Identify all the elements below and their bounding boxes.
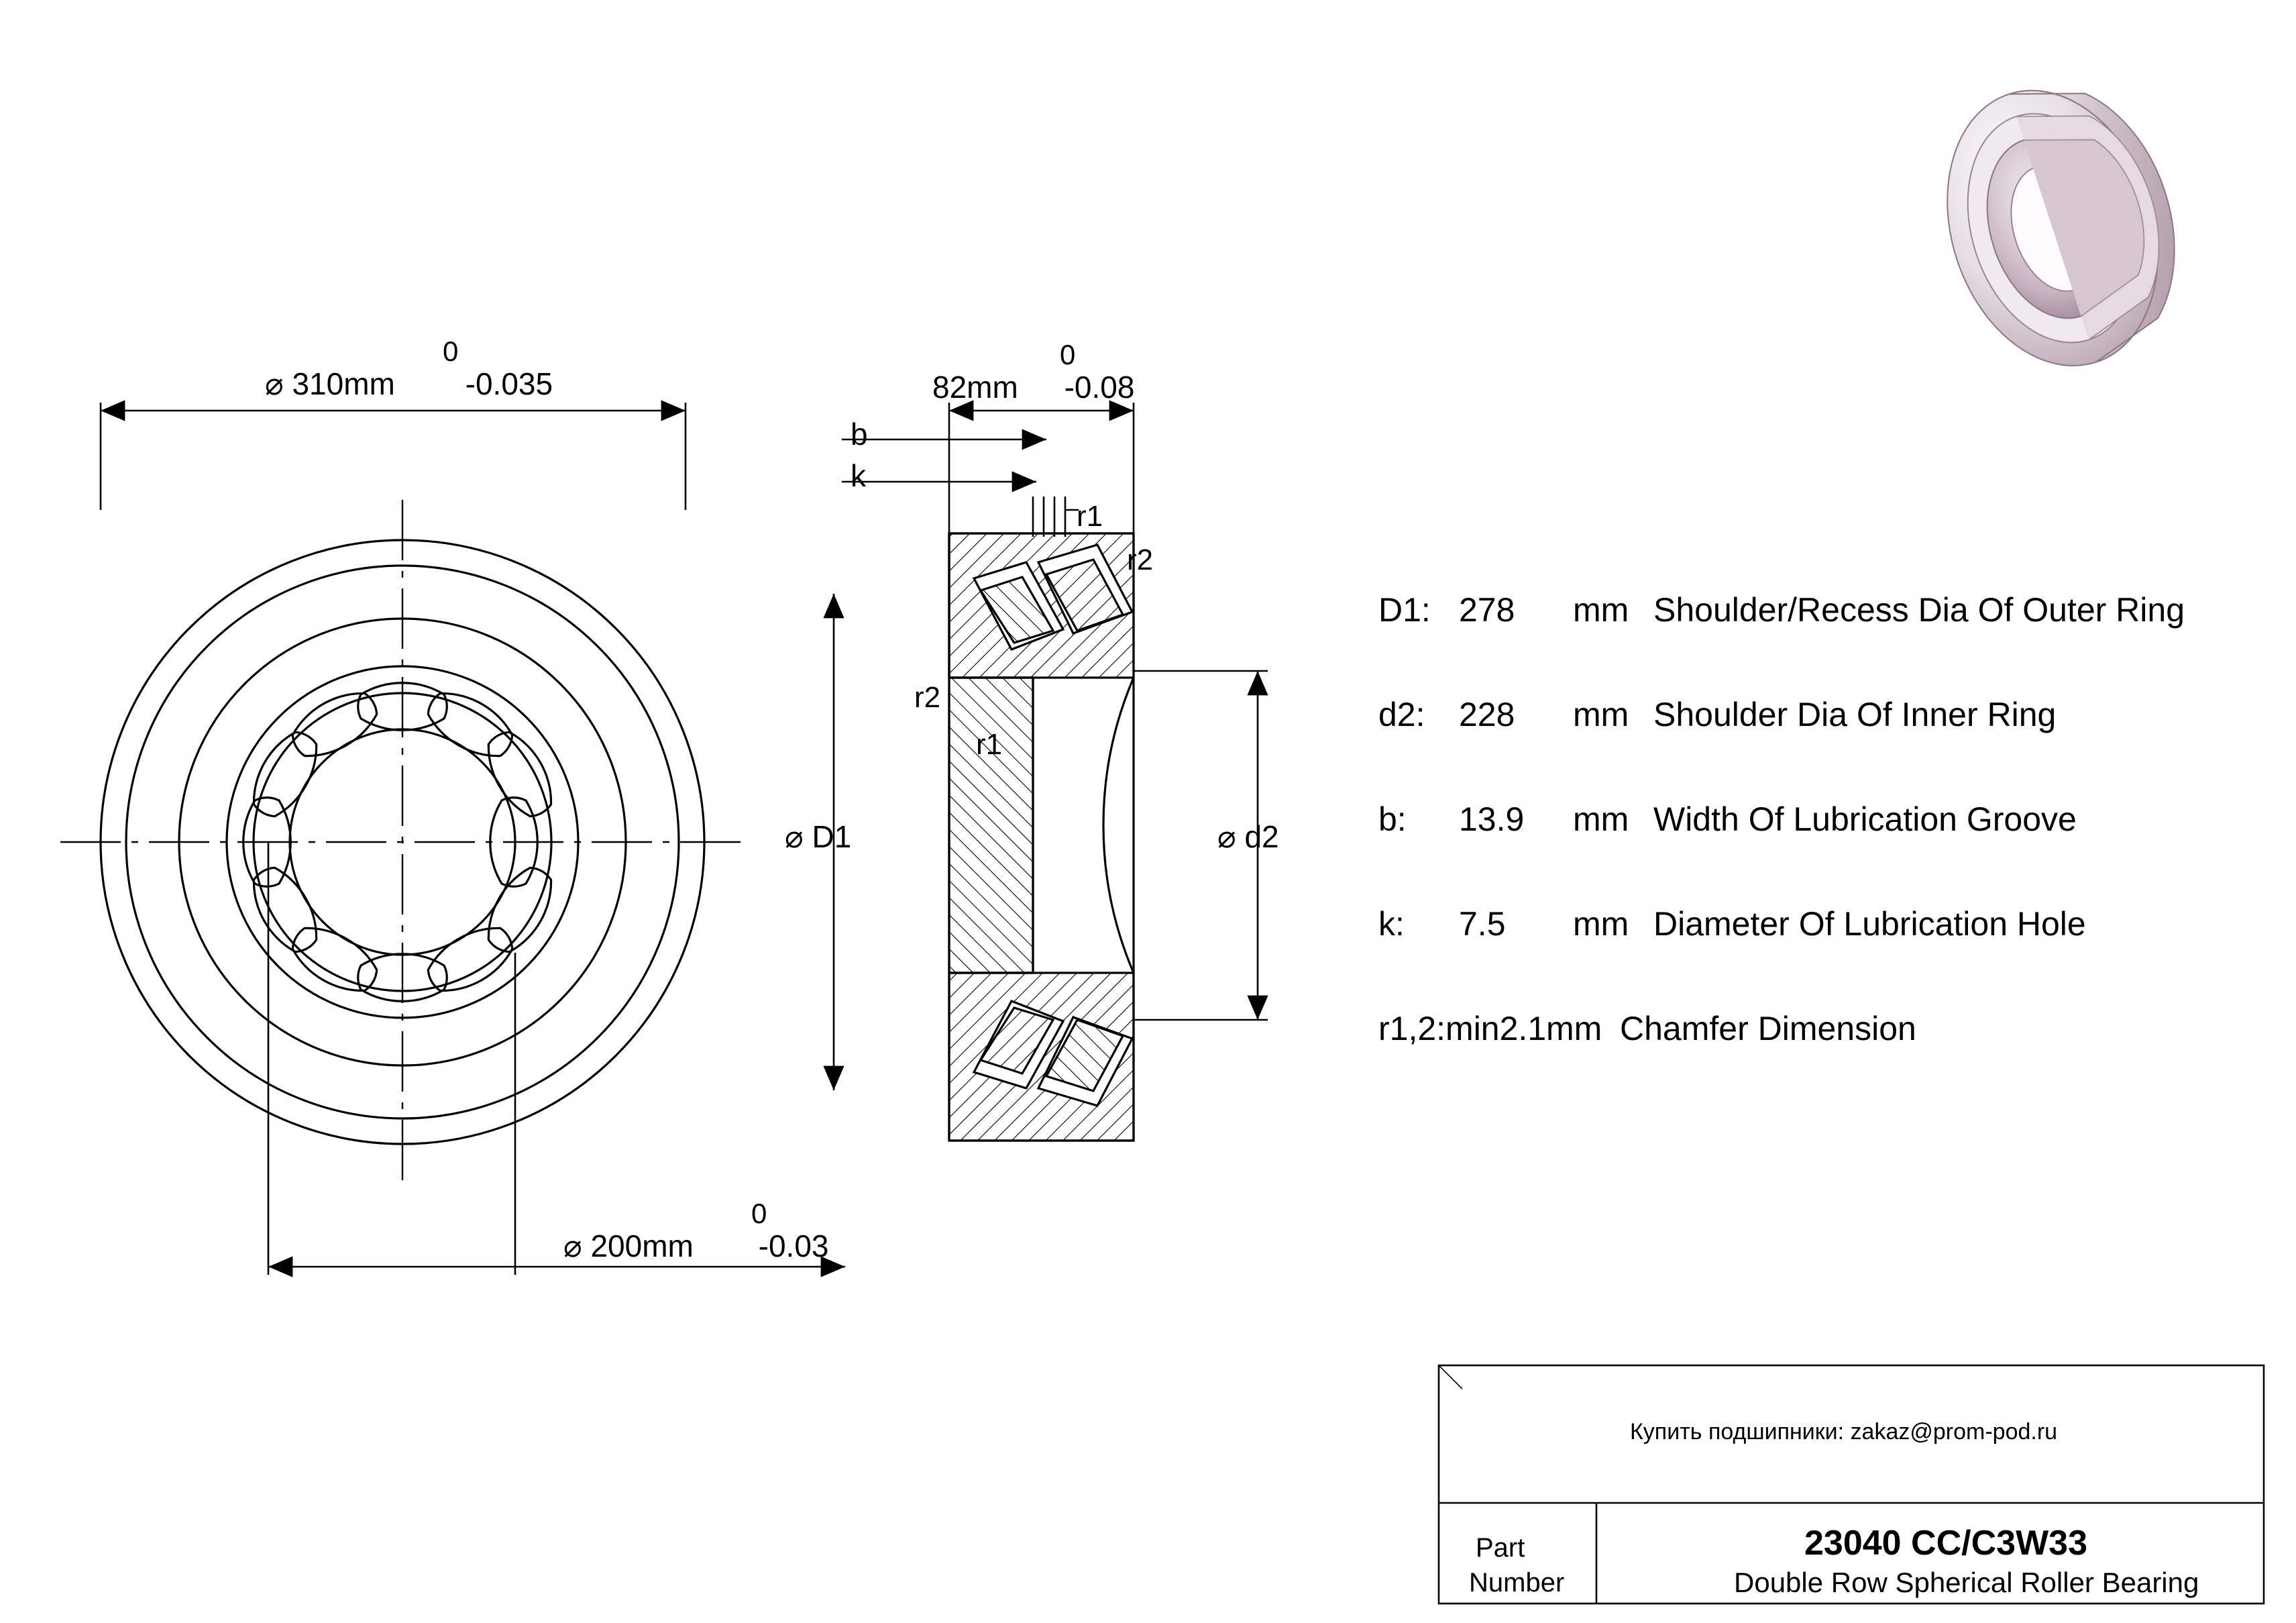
spec-unit: mm (1573, 696, 1629, 733)
spec-value: 278 (1459, 591, 1515, 629)
dim-outer-diameter (101, 403, 686, 510)
width-tolerance-upper: 0 (1060, 339, 1076, 370)
spec-symbol: D1: (1378, 591, 1431, 629)
label-r1-left: r1 (976, 728, 1003, 761)
spec-symbol: d2: (1378, 696, 1425, 733)
outer-dia-dimension: ⌀ 310mm -0.035 (265, 366, 553, 401)
label-r2-left: r2 (914, 681, 941, 714)
spec-symbol: k: (1378, 905, 1405, 943)
bore-dia-tolerance-lower: -0.03 (758, 1228, 829, 1263)
label-r2-top: r2 (1127, 543, 1154, 576)
part-description: Double Row Spherical Roller Bearing (1734, 1567, 2199, 1598)
spec-row-chamfer (1378, 1009, 2271, 1114)
spec-description: Shoulder Dia Of Inner Ring (1653, 696, 2057, 733)
spec-description: Chamfer Dimension (1620, 1010, 1916, 1047)
spec-symbol: r1,2:min2.1 (1378, 1010, 1547, 1047)
spec-description: Width Of Lubrication Groove (1653, 800, 2077, 838)
specification-list (1378, 590, 2271, 1114)
spec-unit: mm (1573, 800, 1629, 838)
spec-unit: mm (1573, 905, 1629, 943)
contact-url: Купить подшипники: zakaz@prom-pod.ru (1630, 1419, 2058, 1445)
label-d2: ⌀ d2 (1217, 819, 1279, 854)
label-k: k (851, 458, 866, 493)
spec-row-d2 (1378, 695, 2271, 800)
part-number: 23040 CC/C3W33 (1804, 1524, 2087, 1563)
outer-dia-tolerance-upper: 0 (443, 335, 459, 367)
width-tolerance-lower: -0.08 (1064, 370, 1135, 405)
label-r1-top: r1 (1077, 500, 1103, 533)
dim-width (949, 403, 1134, 533)
spec-unit: mm (1573, 591, 1629, 629)
spec-value: 7.5 (1459, 905, 1506, 943)
spec-value: 13.9 (1459, 800, 1525, 838)
spec-symbol: b: (1378, 800, 1407, 838)
spec-description: Diameter Of Lubrication Hole (1653, 905, 2086, 943)
spec-row-D1 (1378, 590, 2271, 695)
label-D1: ⌀ D1 (785, 819, 852, 854)
label-b: b (851, 417, 868, 452)
outer-dia-tolerance-lower: -0.035 (465, 366, 553, 401)
spec-row-b (1378, 800, 2271, 904)
spec-description: Shoulder/Recess Dia Of Outer Ring (1653, 591, 2185, 629)
front-view (60, 500, 745, 1184)
bore-dia-dimension: ⌀ 200mm -0.03 (563, 1228, 829, 1263)
part-label-line1: Part (1476, 1533, 1525, 1563)
spec-unit: mm (1546, 1010, 1602, 1047)
width-dimension: 82mm -0.08 (932, 370, 1135, 405)
section-view (949, 496, 1134, 1141)
spec-row-k (1378, 904, 2271, 1009)
spec-value: 228 (1459, 696, 1515, 733)
part-label-line2: Number (1469, 1568, 1565, 1598)
bore-dia-tolerance-upper: 0 (751, 1198, 767, 1229)
bearing-3d-render (1913, 58, 2208, 393)
